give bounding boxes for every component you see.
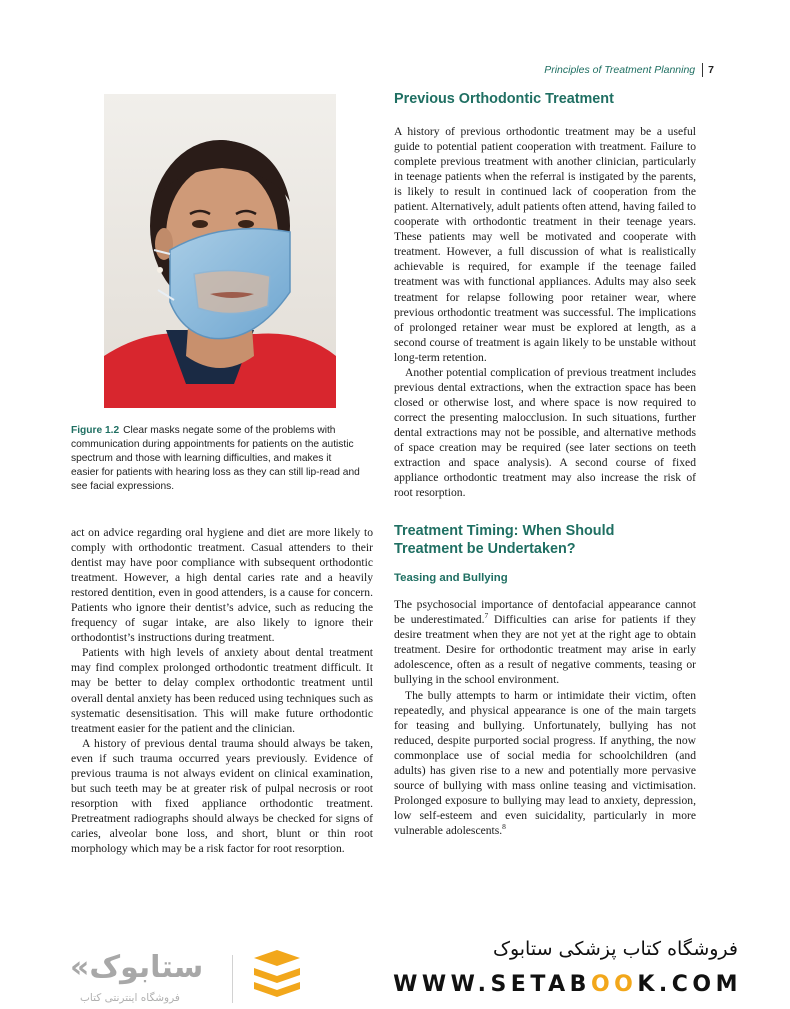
left-column: [71, 525, 373, 856]
reference-superscript: 7: [484, 611, 489, 621]
paragraph: Patients with high levels of anxiety about dental treatment may find complex prolonged orthodontic treatment difficult. It may be better to delay complex orthodontic treatment until overall dental anxiety has been reduced using techniques such as systematic desensitisation. This will make future orthodontic treatment easier for the patient and the clinician.: [71, 646, 373, 735]
book-stack-icon: [250, 948, 304, 1002]
figure-label: Figure 1.2: [71, 425, 120, 436]
paragraph: A history of previous dental trauma should always be taken, even if such trauma occurred years previously. Evidence of previous trauma is not always evident on clinical examination, but such teeth may be at greater risk of pulpal necrosis or root resorption with fixed appliance orthodontic treatment. Pretreatment radiographs should always be checked for signs of caries, alveolar bone loss, and short, blunt or thin root morphology which may be a risk factor for root resorption.: [71, 736, 373, 855]
section-heading-treatment-timing: [394, 522, 696, 558]
heading-line: Treatment Timing: When Should: [394, 523, 615, 540]
url-text: K.COM: [637, 972, 742, 997]
running-title: Principles of Treatment Planning: [544, 64, 696, 76]
shop-url[interactable]: [393, 972, 742, 997]
figure-caption-text: Clear masks negate some of the problems with communication during appointments for patients on the autistic spectrum and those with learning difficulties, and makes it easier for patients with hearing loss as they can still lip-read and see facial expressions.: [71, 425, 360, 492]
logo-subtitle: فروشگاه اینترنتی کتاب: [80, 992, 180, 1004]
paragraph: A history of previous orthodontic treatment may be a useful guide to potential patient cooperation with treatment. Failure to complete previous treatment with another clinician, particularly in teenage patients when the referral is instigated by the parents, is likely to result in continued lack of cooperation from the patient. Alternatively, adult patients often attend, having failed to cooperate with orthodontic treatment in their teenage years. These patients may well be motivated and cooperate with treatment. However, a full discussion of what is realistically achievable is required, for example if the teenage failed treatment was with functional appliances. Adults may also seek treatment for relapse following poor retainer wear, where previous orthodontic treatment was successful. The implications of prolonged retainer wear must be explored at length, as a second course of treatment is again likely to be unstable without long-term retention.: [394, 125, 696, 364]
url-accent: O: [590, 972, 615, 997]
shop-name: فروشگاه کتاب پزشکی ستابوک: [492, 938, 738, 960]
setabook-logo: «ستابوک: [70, 950, 204, 985]
section-heading-previous-treatment: Previous Orthodontic Treatment: [394, 91, 614, 107]
paragraph-text: Difficulties can arise for patients if they desire treatment when they are not yet at the right age to obtain treatment. Desire for orthodontic treatment may arise in early adolescence, often as a result of negative comments, teasing or bullying in the school environment.: [394, 613, 696, 687]
paragraph: [394, 688, 696, 838]
paragraph: act on advice regarding oral hygiene and diet are more likely to comply with orthodontic treatment. Casual attenders to their dentist may have poor compliance with subsequent orthodontic treatment. However, a high dental caries rate and a heavily restored dentition, even in good attenders, is a cause for concern. Patients who ignore their dentist’s advice, such as reducing the frequency of sugar intake, are also likely to ignore their orthodontist’s instructions during treatment.: [71, 526, 373, 645]
right-column: [394, 90, 696, 838]
paragraph-text: The psychosocial importance of dentofacial appearance cannot be underestimated.: [394, 598, 696, 627]
subheading-teasing-bullying: Teasing and Bullying: [394, 572, 508, 585]
heading-line: Treatment be Undertaken?: [394, 541, 576, 558]
url-text: WWW.SETAB: [393, 972, 591, 997]
figure-caption: [71, 424, 361, 494]
reference-superscript: 8: [502, 822, 506, 832]
page-number: 7: [708, 64, 714, 76]
paragraph: Another potential complication of previous treatment includes previous dental extractions, when the extraction space has been closed or otherwise lost, and where space is now required to correct the presenting malocclusion. In such situations, further dental extractions may not be possible, and alternative methods of space creation may be required (see later sections on teeth extraction and space analysis). A second course of fixed appliance orthodontic treatment may also increase the risk of root resorption.: [394, 365, 696, 500]
url-accent: O: [614, 972, 638, 997]
running-header: [544, 63, 714, 77]
watermark-banner: [0, 928, 790, 1009]
banner-divider: [232, 955, 233, 1003]
paragraph: [394, 597, 696, 687]
paragraph-text: The bully attempts to harm or intimidate their victim, often repeatedly, and physical appearance is one of the main targets for teasing and bullying. Unfortunately, bullying has not reduced, despite purported social progress. If anything, the now commonplace use of social media for schoolchildren (and adults) has given rise to a new and potentially more pervasive source of bullying with mass online teasing and victimisation. Prolonged exposure to bullying may lead to anxiety, depression, low self-esteem and even suicidality, particularly in more vulnerable adolescents.: [394, 688, 696, 837]
figure-photo: [104, 94, 336, 408]
header-divider: [702, 63, 703, 77]
